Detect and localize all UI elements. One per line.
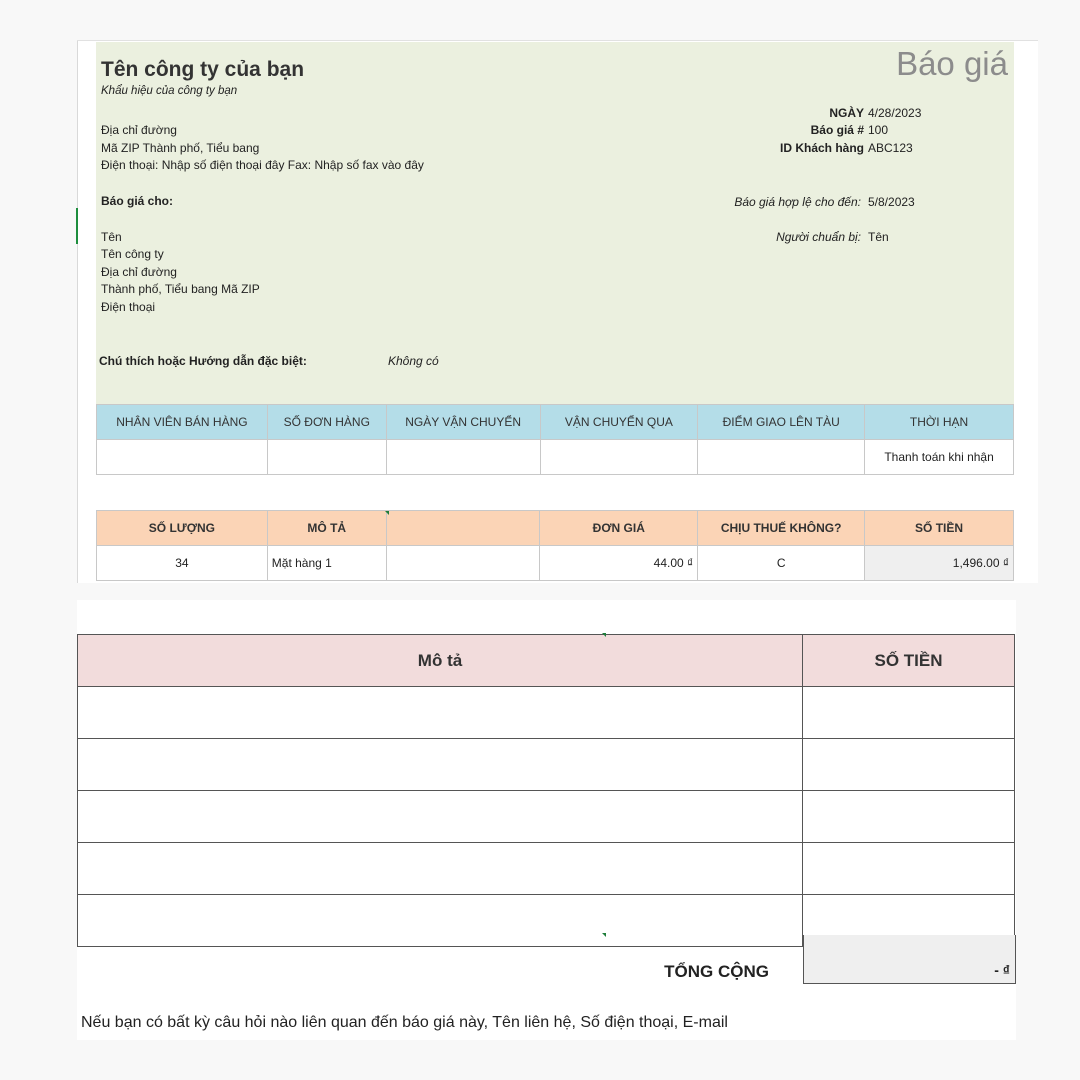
table-row [78,739,1015,791]
document-title[interactable]: Báo giá [896,45,1008,82]
shipping-data-row [97,440,1014,475]
header-order-number[interactable]: SỐ ĐƠN HÀNG [267,405,386,440]
customer-city-zip[interactable]: Thành phố, Tiểu bang Mã ZIP [101,282,260,296]
cell-amount[interactable]: 1,496.00 ₫ [865,546,1014,581]
header-amount[interactable]: SỐ TIỀN [865,511,1014,546]
company-city-zip[interactable]: Mã ZIP Thành phố, Tiểu bang [101,141,260,155]
date-label: NGÀY [829,106,864,120]
cell-unit-price[interactable]: 44.00 ₫ [540,546,698,581]
customer-name[interactable]: Tên [101,230,122,244]
customer-id-label: ID Khách hàng [779,141,864,155]
header-unit-price[interactable]: ĐƠN GIÁ [540,511,698,546]
total-value: - ₫ [994,962,1010,978]
quote-header-block [96,42,1014,404]
header-blank[interactable] [386,511,540,546]
summary-cell-amount[interactable] [803,843,1015,895]
total-label: TỔNG CỘNG [664,962,769,981]
footer-note: Nếu bạn có bất kỳ câu hỏi nào liên quan đến báo giá này, Tên liên hệ, Số điện thoại, E-mail [81,1014,728,1031]
summary-table [77,634,1015,947]
cell-comment-marker [385,511,389,515]
cell-quantity[interactable]: 34 [97,546,268,581]
notes-label: Chú thích hoặc Hướng dẫn đặc biệt: [99,354,307,368]
header-summary-description[interactable]: Mô tả [78,635,803,687]
cell-comment-marker [602,933,606,937]
customer-id-value[interactable]: ABC123 [868,141,913,155]
table-row [78,687,1015,739]
date-value[interactable]: 4/28/2023 [868,106,922,120]
summary-cell-description[interactable] [78,687,803,739]
summary-cell-amount[interactable] [803,687,1015,739]
items-table [96,510,1014,581]
cell-comment-marker [602,633,606,637]
summary-cell-amount[interactable] [803,739,1015,791]
company-name[interactable]: Tên công ty của bạn [101,58,305,81]
quote-number-value[interactable]: 100 [868,123,889,137]
summary-cell-amount[interactable] [803,791,1015,843]
quote-for-label: Báo giá cho: [101,194,174,208]
row-gutter [77,41,78,583]
cell-salesperson[interactable] [97,440,268,475]
summary-header-row [78,635,1015,687]
header-fob-point[interactable]: ĐIỂM GIAO LÊN TÀU [698,405,865,440]
summary-cell-description[interactable] [78,791,803,843]
table-row [97,546,1014,581]
company-phone-fax[interactable]: Điện thoại: Nhập số điện thoại đây Fax: Nhập số fax vào đây [101,158,424,172]
summary-cell-description[interactable] [78,895,803,947]
total-cell[interactable] [803,935,1016,984]
customer-street[interactable]: Địa chỉ đường [101,265,177,279]
valid-until-label: Báo giá hợp lệ cho đến: [734,195,861,209]
quote-number-label: Báo giá # [810,123,864,137]
header-salesperson[interactable]: NHÂN VIÊN BÁN HÀNG [97,405,268,440]
prepared-by-value[interactable]: Tên [868,230,889,244]
header-quantity[interactable]: SỐ LƯỢNG [97,511,268,546]
company-street[interactable]: Địa chỉ đường [101,123,177,137]
cell-order-number[interactable] [267,440,386,475]
shipping-header-row [97,405,1014,440]
header-summary-amount[interactable]: SỐ TIỀN [803,635,1015,687]
cell-fob-point[interactable] [698,440,865,475]
cell-ship-date[interactable] [386,440,540,475]
quote-sheet-top [77,40,1038,583]
customer-phone[interactable]: Điện thoại [101,300,156,314]
quote-sheet-bottom [77,600,1016,1040]
items-header-row [97,511,1014,546]
header-terms[interactable]: THỜI HẠN [865,405,1014,440]
cell-blank[interactable] [386,546,540,581]
summary-cell-description[interactable] [78,739,803,791]
customer-company[interactable]: Tên công ty [101,247,164,261]
shipping-table [96,404,1014,475]
cell-description[interactable]: Mặt hàng 1 [267,546,386,581]
prepared-by-label: Người chuẩn bị: [776,230,861,244]
table-row [78,843,1015,895]
header-ship-date[interactable]: NGÀY VẬN CHUYỂN [386,405,540,440]
header-taxable[interactable]: CHỊU THUẾ KHÔNG? [698,511,865,546]
header-ship-via[interactable]: VẬN CHUYỂN QUA [540,405,698,440]
cell-terms[interactable]: Thanh toán khi nhận [865,440,1014,475]
cell-ship-via[interactable] [540,440,698,475]
header-description[interactable]: MÔ TẢ [267,511,386,546]
notes-value[interactable]: Không có [388,354,439,368]
cell-taxable[interactable]: C [698,546,865,581]
table-row [78,791,1015,843]
company-tagline[interactable]: Khẩu hiệu của công ty bạn [101,85,238,97]
summary-cell-description[interactable] [78,843,803,895]
valid-until-value[interactable]: 5/8/2023 [868,195,915,209]
selection-marker [76,208,78,244]
